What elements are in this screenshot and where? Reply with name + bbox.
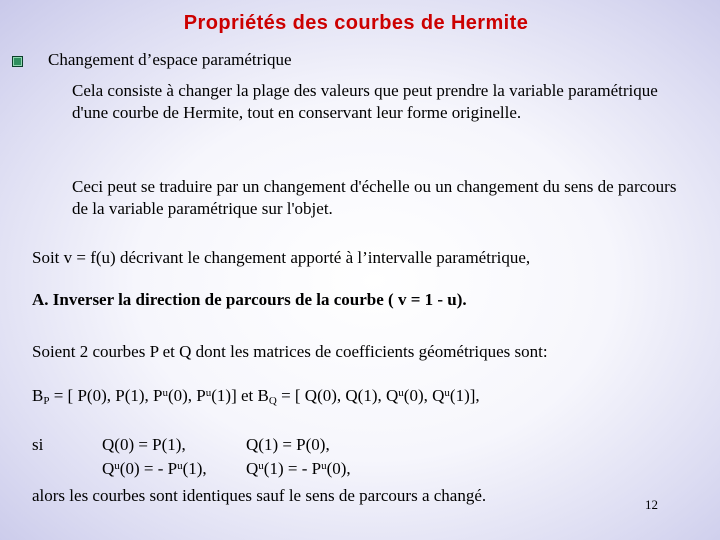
- paragraph-2: Ceci peut se traduire par un changement d'échelle ou un changement du sens de parcours de la variable paramétrique sur l'objet.: [72, 177, 677, 218]
- bp-letter: B: [32, 386, 44, 405]
- matrix-q-part2: (0), Q: [403, 386, 445, 405]
- subscript-q: Q: [268, 395, 277, 407]
- superscript-u: u: [177, 460, 183, 472]
- superscript-u: u: [114, 460, 120, 472]
- matrix-q-part3: (1)],: [449, 386, 480, 405]
- condition-q0: Q(0) = P(1),: [102, 435, 186, 454]
- superscript-u: u: [205, 387, 212, 399]
- matrix-p-part2: (0), P: [167, 386, 206, 405]
- c3-b: (0) = - P: [119, 459, 178, 478]
- section-a-title: A. Inverser la direction de parcours de la courbe ( v = 1 - u).: [32, 290, 467, 309]
- section-heading: Changement d’espace paramétrique: [48, 50, 292, 69]
- superscript-u: u: [162, 387, 168, 399]
- matrix-definition-line: [32, 385, 480, 407]
- condition-qu1: [246, 458, 351, 480]
- c4-b: (1) = - P: [263, 459, 322, 478]
- superscript-u: u: [258, 460, 264, 472]
- page-number: 12: [645, 497, 658, 512]
- c3-a: Q: [102, 459, 115, 478]
- subscript-p: P: [43, 395, 50, 407]
- conclusion-line: alors les courbes sont identiques sauf le sens de parcours a changé.: [32, 486, 487, 505]
- soit-line: Soit v = f(u) décrivant le changement apporté à l’intervalle paramétrique,: [32, 248, 531, 267]
- superscript-u: u: [444, 387, 450, 399]
- condition-q1: Q(1) = P(0),: [246, 435, 330, 454]
- slide-title: Propriétés des courbes de Hermite: [183, 12, 529, 34]
- si-label: si: [32, 435, 44, 454]
- c4-c: (0),: [326, 459, 351, 478]
- matrix-q-part1: = [ Q(0), Q(1), Q: [276, 386, 399, 405]
- square-bullet-icon: [12, 56, 23, 67]
- paragraph-1: Cela consiste à changer la plage des valeurs que peut prendre la variable paramétrique d'une courbe de Hermite, tout en conservant leur forme originelle.: [72, 81, 658, 122]
- c3-c: (1),: [182, 459, 207, 478]
- superscript-u: u: [321, 460, 327, 472]
- soient-line: Soient 2 courbes P et Q dont les matrices de coefficients géométriques sont:: [32, 342, 548, 361]
- matrix-p-part3: (1)] et B: [211, 386, 269, 405]
- condition-qu0: [102, 458, 207, 480]
- matrix-p-part1: = [ P(0), P(1), P: [49, 386, 163, 405]
- c4-a: Q: [246, 459, 259, 478]
- superscript-u: u: [398, 387, 404, 399]
